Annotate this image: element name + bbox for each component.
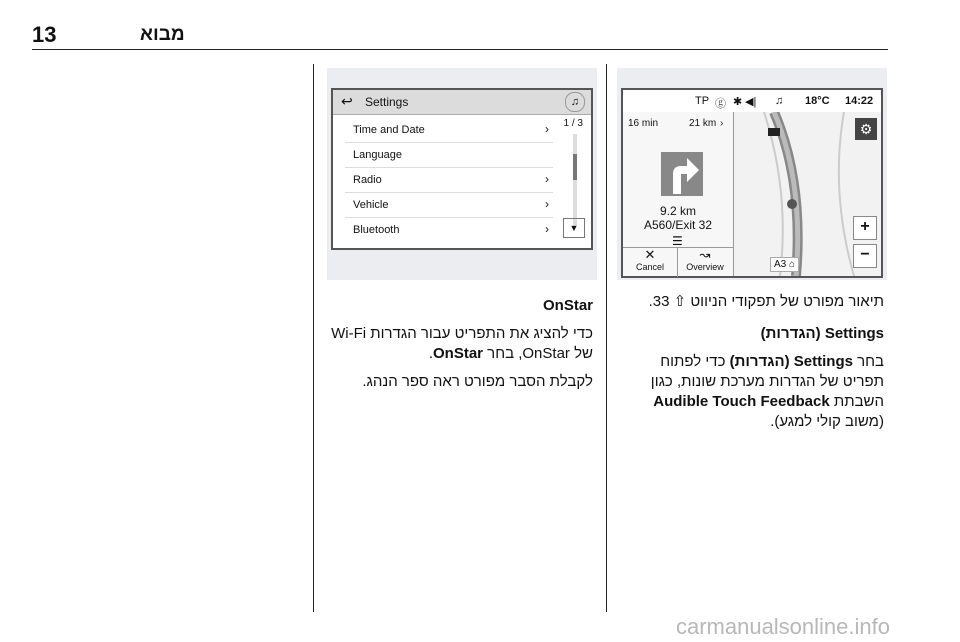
settings-section [622, 324, 884, 440]
cancel-label: Cancel [635, 262, 664, 272]
bluetooth-icon: ✱ [733, 96, 743, 108]
chevron-right-icon: › [545, 122, 549, 136]
page-number: 13 [32, 22, 57, 47]
trip-distance: 21 km [689, 118, 717, 129]
zoom-in-button[interactable]: + [853, 216, 877, 240]
settings-item-vehicle[interactable]: Vehicle › [345, 193, 553, 218]
zoom-out-button[interactable]: − [853, 244, 877, 268]
turn-distance: 9.2 km [659, 204, 696, 218]
onstar-heading: OnStar [542, 297, 593, 314]
section-heading: Settings (הגדרות) [760, 325, 884, 342]
chevron-right-icon[interactable]: › [720, 118, 724, 129]
route-icon: ↝ [699, 247, 711, 262]
figure-caption: תיאור מפורט של תפקודי הניווט ⇧ 33. [648, 293, 884, 310]
page-header [32, 22, 888, 48]
section-paragraph: בחר Settings (הגדרות) כדי לפתוח תפריט של הגדרות מערכת שונות, כגון השבתת Audible Touch Feedback (משוב קולי למגע). [650, 353, 884, 430]
music-icon[interactable]: ♫ [565, 92, 585, 112]
clock-readout: 14:22 [845, 95, 874, 107]
gps-icon: ⓖ [715, 98, 726, 110]
page-indicator: 1 / 3 [563, 118, 583, 129]
column-divider-right [606, 64, 607, 612]
guidance-buttons [623, 247, 733, 277]
map-view[interactable] [734, 112, 881, 276]
overview-button[interactable] [678, 248, 732, 277]
chevron-right-icon: › [545, 222, 549, 236]
settings-screen [331, 88, 593, 250]
guidance-panel [623, 112, 734, 276]
cancel-button[interactable] [623, 248, 678, 277]
onstar-reference: לקבלת הסבר מפורט ראה ספר הנהג. [362, 373, 593, 390]
road-label: A3 ⌂ [770, 257, 799, 272]
music-icon[interactable]: ♫ [775, 95, 784, 107]
overview-label: Overview [686, 262, 724, 272]
status-bar [623, 90, 881, 113]
onstar-paragraph: כדי להציג את התפריט עבור הגדרות Wi-Fi של OnStar, בחר OnStar. [331, 325, 593, 362]
trip-time: 16 min [628, 118, 659, 129]
list-icon[interactable]: ☰ [672, 234, 683, 248]
column-divider-left [313, 64, 314, 612]
settings-title: Settings [365, 95, 409, 109]
settings-item-bluetooth[interactable]: Bluetooth › [353, 222, 549, 236]
scrollbar[interactable] [573, 134, 577, 226]
chevron-right-icon: › [545, 172, 549, 186]
back-icon[interactable]: ↩ [341, 93, 353, 109]
scroll-down-button[interactable]: ▼ [563, 218, 585, 238]
temperature-readout: 18°C [805, 95, 830, 107]
close-icon: ✕ [644, 247, 656, 262]
traffic-icon: TP [695, 95, 710, 107]
exit-label: A560/Exit 32 [643, 218, 713, 232]
site-watermark: carmanualsonline.info [675, 614, 890, 639]
chapter-title: מבוא [140, 24, 185, 45]
navigation-screen [621, 88, 883, 278]
settings-item-language[interactable]: Language [345, 143, 553, 168]
settings-item-radio[interactable]: Radio › [345, 168, 553, 193]
chevron-right-icon: › [545, 197, 549, 211]
header-divider [32, 49, 888, 50]
turn-right-icon [661, 152, 703, 196]
settings-title-bar [333, 90, 591, 115]
home-icon[interactable]: ⌂ [789, 259, 796, 270]
onstar-section [331, 296, 593, 400]
settings-item-time-and-date[interactable]: Time and Date › [345, 118, 553, 143]
gear-icon[interactable]: ⚙ [855, 118, 877, 140]
volume-icon: ◀| [745, 96, 757, 108]
scrollbar-thumb[interactable] [573, 154, 577, 180]
